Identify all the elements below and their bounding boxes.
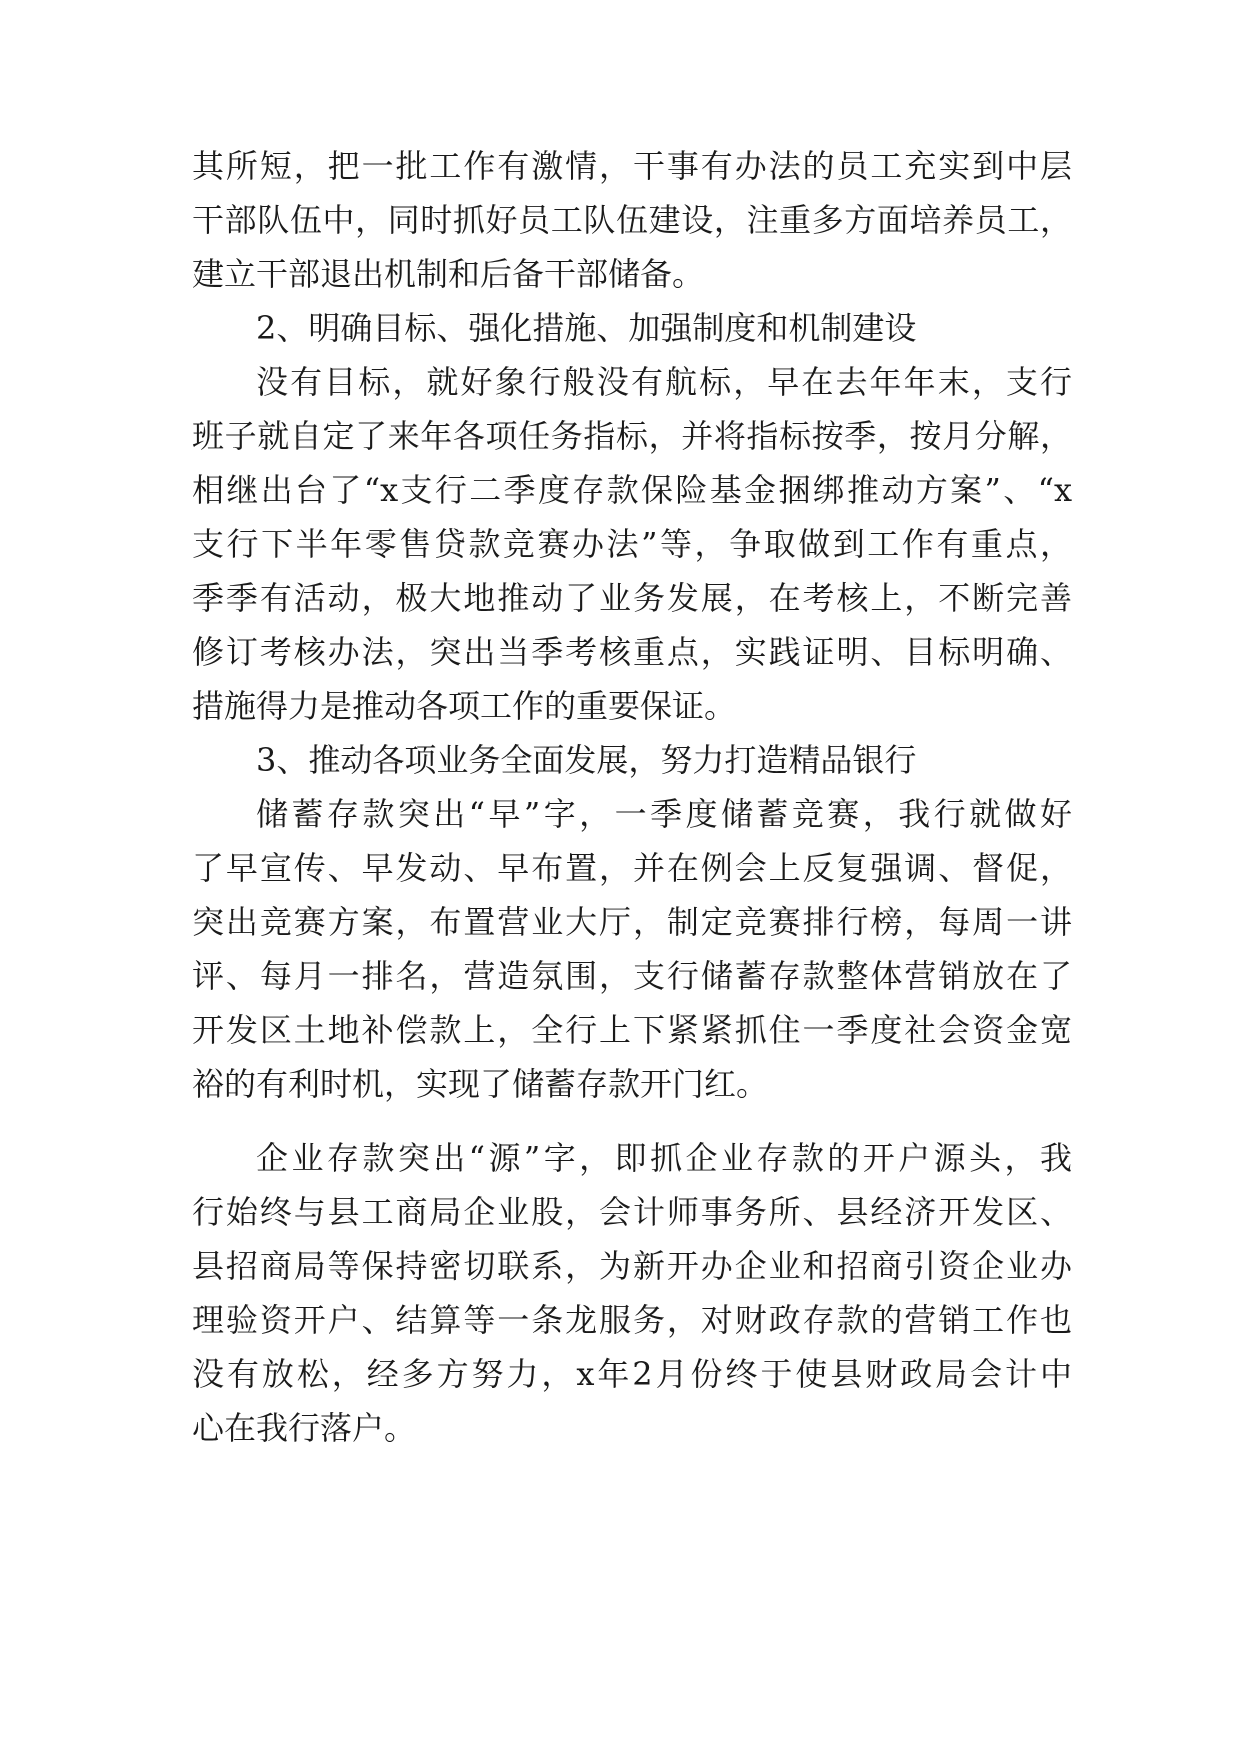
text-line: 其所短，把一批工作有激情，干事有办法的员工充实到中层 (192, 147, 1072, 185)
section-heading-2: 2、明确目标、强化措施、加强制度和机制建设 (256, 309, 917, 347)
text-line: 理验资开户、结算等一条龙服务，对财政存款的营销工作也 (192, 1301, 1072, 1339)
text-line: 修订考核办法，突出当季考核重点，实践证明、目标明确、 (192, 633, 1072, 671)
text-line: 建立干部退出机制和后备干部储备。 (192, 255, 705, 293)
text-line: 企业存款突出“源”字，即抓企业存款的开户源头，我 (256, 1139, 1072, 1177)
text-line: 干部队伍中，同时抓好员工队伍建设，注重多方面培养员工， (192, 201, 1072, 239)
text-line: 开发区土地补偿款上，全行上下紧紧抓住一季度社会资金宽 (192, 1011, 1072, 1049)
text-line: 没有放松，经多方努力，x年2月份终于使县财政局会计中 (192, 1355, 1072, 1393)
section-heading-3: 3、推动各项业务全面发展，努力打造精品银行 (256, 741, 917, 779)
text-line: 相继出台了“x支行二季度存款保险基金捆绑推动方案”、“x (192, 471, 1072, 509)
text-line: 支行下半年零售贷款竞赛办法”等，争取做到工作有重点， (192, 525, 1072, 563)
text-line: 季季有活动，极大地推动了业务发展，在考核上，不断完善 (192, 579, 1072, 617)
text-line: 突出竞赛方案，布置营业大厅，制定竞赛排行榜，每周一讲 (192, 903, 1072, 941)
text-line: 班子就自定了来年各项任务指标，并将指标按季，按月分解， (192, 417, 1072, 455)
text-line: 评、每月一排名，营造氛围，支行储蓄存款整体营销放在了 (192, 957, 1072, 995)
text-line: 裕的有利时机，实现了储蓄存款开门红。 (192, 1065, 769, 1103)
text-line: 措施得力是推动各项工作的重要保证。 (192, 687, 737, 725)
text-line: 行始终与县工商局企业股，会计师事务所、县经济开发区、 (192, 1193, 1072, 1231)
text-line: 心在我行落户。 (192, 1409, 417, 1447)
text-line: 没有目标，就好象行般没有航标，早在去年年末，支行 (256, 363, 1072, 401)
text-line: 储蓄存款突出“早”字，一季度储蓄竞赛，我行就做好 (256, 795, 1072, 833)
text-line: 了早宣传、早发动、早布置，并在例会上反复强调、督促， (192, 849, 1072, 887)
text-line: 县招商局等保持密切联系，为新开办企业和招商引资企业办 (192, 1247, 1072, 1285)
